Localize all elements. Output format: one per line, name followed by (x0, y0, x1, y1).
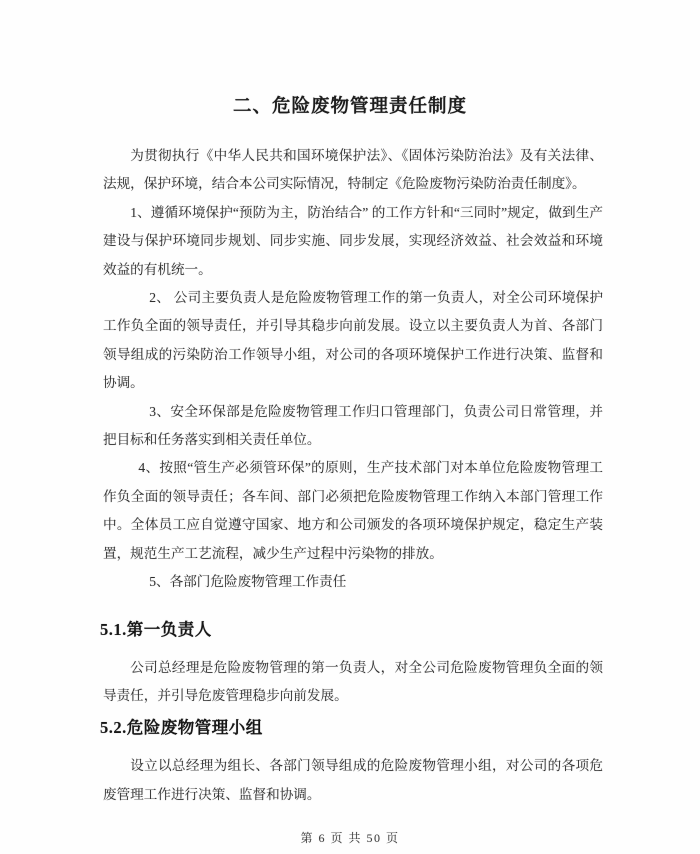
page-footer (0, 829, 700, 846)
list-item-5: 5、各部门危险废物管理工作责任 (149, 574, 347, 590)
section-body-5-1: 公司总经理是危险废物管理的第一负责人，对全公司危险废物管理负全面的领导责任，并引导危废管理稳步向前发展。 (103, 659, 603, 704)
list-item-4: 4、按照“管生产必须管环保”的原则，生产技术部门对本单位危险废物管理工作负全面的领导责任；各车间、部门必须把危险废物管理工作纳入本部门管理工作中。全体员工应自觉遵守国家、地方和公司颁发的各项环境保护规定，稳定生产装置，规范生产工艺流程，减少生产过程中污染物的排放。 (103, 460, 603, 561)
list-item-1: 1、遵循环境保护“预防为主，防治结合” 的工作方针和“三同时”规定，做到生产建设与保护环境同步规划、同步实施、同步发展，实现经济效益、社会效益和环境效益的有机统一。 (103, 204, 603, 277)
page-number-label: 第 6 页 共 50 页 (300, 831, 400, 845)
section-heading-5-2: 5.2.危险废物管理小组 (100, 717, 263, 737)
intro-paragraph: 为贯彻执行《中华人民共和国环境保护法》、《固体污染防治法》及有关法律、法规，保护环境，结合本公司实际情况，特制定《危险废物污染防治责任制度》。 (103, 148, 603, 192)
section-heading-5-1: 5.1.第一负责人 (100, 619, 212, 639)
list-item-3: 3、安全环保部是危险废物管理工作归口管理部门，负责公司日常管理，并把目标和任务落实到相关责任单位。 (103, 403, 603, 448)
document-title: 二、危险废物管理责任制度 (232, 97, 467, 117)
list-item-2: 2、 公司主要负责人是危险废物管理工作的第一负责人，对全公司环境保护工作负全面的领导责任，并引导其稳步向前发展。设立以主要负责人为首、各部门领导组成的污染防治工作领导小组，对公司的各项环境保护工作进行决策、监督和协调。 (103, 290, 603, 391)
section-body-5-2: 设立以总经理为组长、各部门领导组成的危险废物管理小组，对公司的各项危废管理工作进行决策、监督和协调。 (103, 758, 603, 802)
document-body (100, 142, 603, 809)
